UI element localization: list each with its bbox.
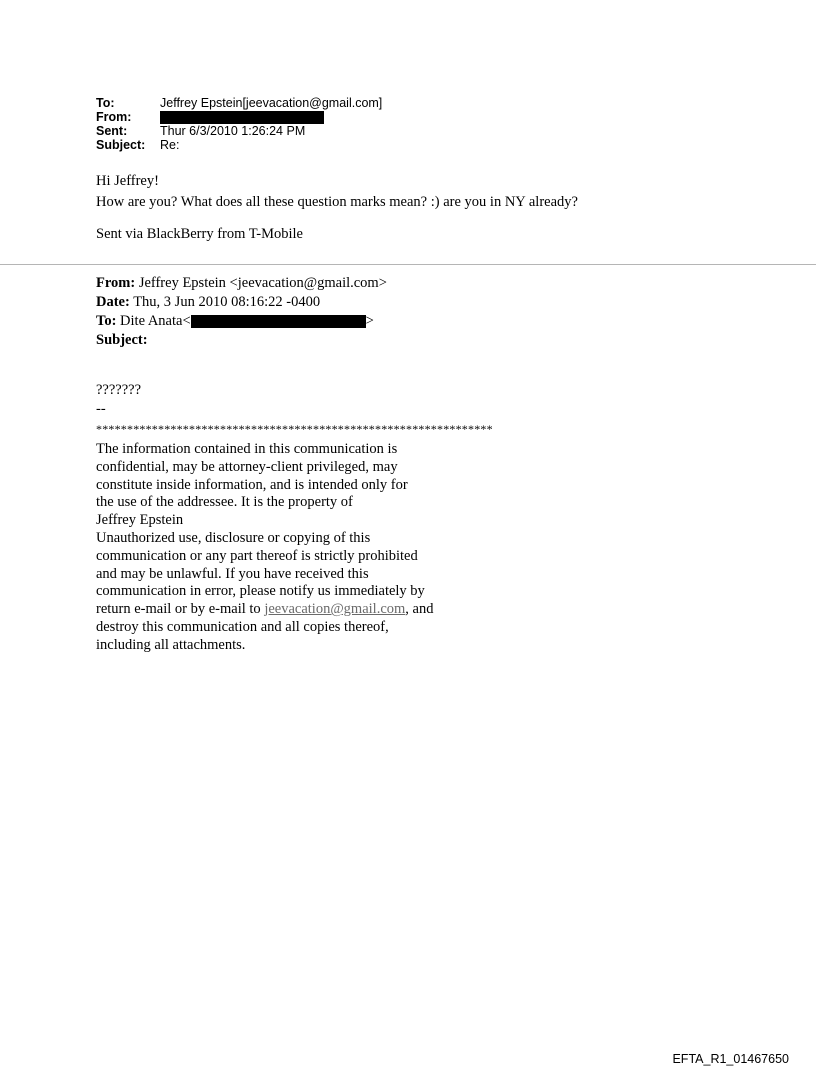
message-body (96, 171, 578, 213)
quoted-body (96, 381, 141, 419)
quoted-to-prefix: Dite Anata< (120, 313, 191, 329)
disclaimer-line: communication or any part thereof is strictly prohibited (96, 547, 418, 564)
quoted-to-label: To: (96, 313, 117, 329)
disclaimer-line (96, 601, 433, 619)
message-greeting: Hi Jeffrey! (96, 173, 159, 189)
confidentiality-disclaimer (96, 441, 433, 655)
quoted-date-row (96, 293, 387, 312)
redaction-bar (160, 111, 324, 124)
quoted-from-value: Jeffrey Epstein <jeevacation@gmail.com> (138, 275, 387, 291)
sent-value: Thur 6/3/2010 1:26:24 PM (160, 124, 306, 138)
document-id: EFTA_R1_01467650 (672, 1052, 789, 1066)
quoted-from-label: From: (96, 275, 136, 291)
from-label: From: (96, 110, 132, 124)
disclaimer-line: communication in error, please notify us immediately by (96, 583, 425, 600)
to-value: Jeffrey Epstein[jeevacation@gmail.com] (160, 96, 383, 110)
message-text: How are you? What does all these question marks mean? :) are you in NY already? (96, 194, 578, 210)
divider (0, 264, 816, 265)
email-link[interactable]: jeevacation@gmail.com (264, 601, 406, 618)
subject-value: Re: (160, 138, 180, 152)
disclaimer-text: , and (405, 601, 434, 618)
disclaimer-line: and may be unlawful. If you have received this (96, 565, 369, 582)
quoted-to-suffix: > (365, 313, 374, 329)
sent-label: Sent: (96, 124, 128, 138)
disclaimer-text: return e-mail or by e-mail to (96, 601, 265, 618)
disclaimer-line: including all attachments. (96, 636, 246, 653)
quoted-to-row (96, 312, 387, 331)
disclaimer-line: constitute inside information, and is intended only for (96, 476, 408, 493)
disclaimer-line: confidential, may be attorney-client privileged, may (96, 458, 398, 475)
quoted-date-label: Date: (96, 294, 130, 310)
quoted-subject-row (96, 331, 387, 350)
disclaimer-line: Jeffrey Epstein (96, 512, 184, 529)
stars-divider: **************************************************************** (96, 422, 493, 436)
quoted-subject-label: Subject: (96, 332, 148, 348)
to-label: To: (96, 96, 115, 110)
disclaimer-line: Unauthorized use, disclosure or copying of this (96, 529, 371, 546)
quoted-from-row (96, 274, 387, 293)
subject-label: Subject: (96, 138, 146, 152)
quoted-text: ??????? (96, 382, 142, 398)
message-signature: Sent via BlackBerry from T-Mobile (96, 226, 303, 242)
disclaimer-line: The information contained in this communication is (96, 441, 398, 457)
disclaimer-line: destroy this communication and all copies thereof, (96, 618, 389, 635)
quoted-date-value: Thu, 3 Jun 2010 08:16:22 -0400 (133, 294, 321, 310)
quoted-separator: -- (96, 401, 106, 417)
disclaimer-line: the use of the addressee. It is the property of (96, 494, 353, 511)
quoted-header (96, 274, 387, 350)
redaction-bar (191, 315, 366, 328)
